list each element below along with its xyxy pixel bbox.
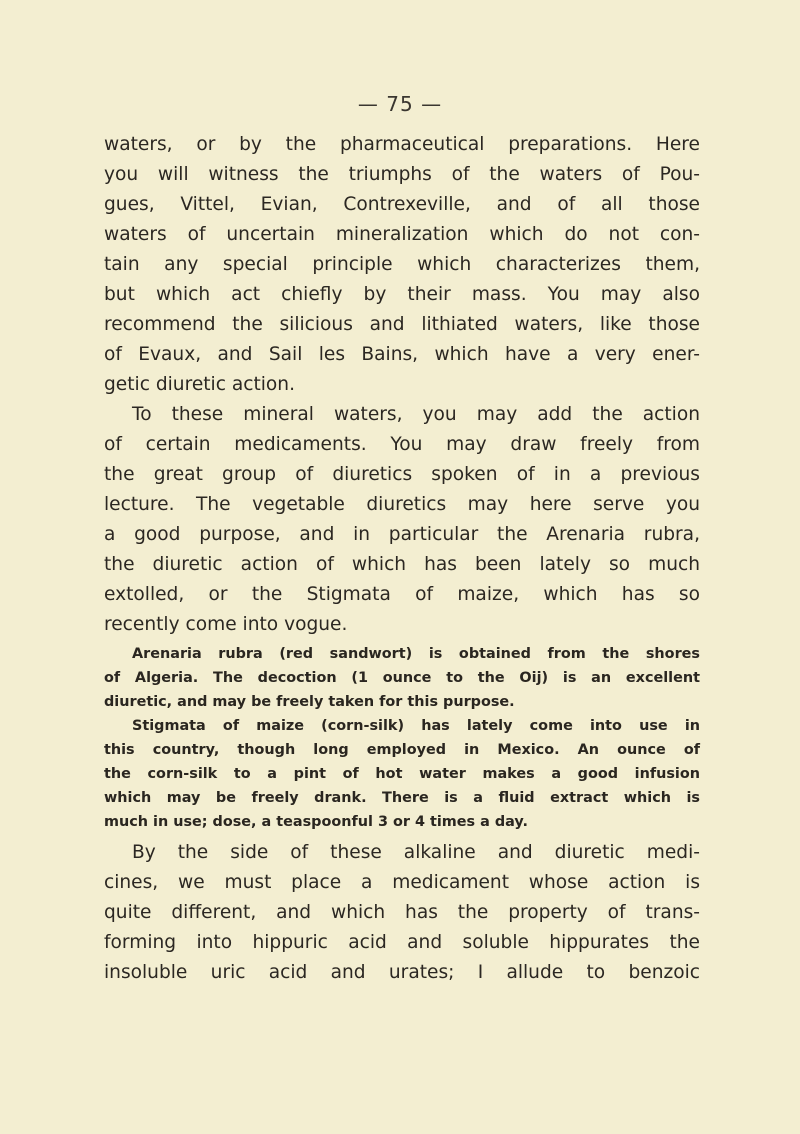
text-line: of Evaux, and Sail les Bains, which have a very ener- <box>104 344 700 365</box>
text-line: the great group of diuretics spoken of in a previous <box>104 464 700 485</box>
text-line: recommend the silicious and lithiated waters, like those <box>104 314 700 335</box>
page-body <box>104 130 700 988</box>
note-line: which may be freely drank. There is a fluid extract which is <box>104 790 700 806</box>
text-line: By the side of these alkaline and diuretic medi- <box>132 842 700 863</box>
text-line: tain any special principle which characterizes them, <box>104 254 700 275</box>
text-line: waters of uncertain mineralization which do not con- <box>104 224 700 245</box>
note-line: Stigmata of maize (corn-silk) has lately come into use in <box>132 718 700 734</box>
text-line: but which act chiefly by their mass. You may also <box>104 284 700 305</box>
text-line: extolled, or the Stigmata of maize, which has so <box>104 584 700 605</box>
paragraph-medicaments <box>104 400 700 640</box>
text-line: recently come into vogue. <box>104 614 348 635</box>
text-line: gues, Vittel, Evian, Contrexeville, and of all those <box>104 194 700 215</box>
note-stigmata-of-maize <box>104 714 700 834</box>
text-line: of certain medicaments. You may draw freely from <box>104 434 700 455</box>
note-line: Arenaria rubra (red sandwort) is obtained from the shores <box>132 646 700 662</box>
text-line: a good purpose, and in particular the Arenaria rubra, <box>104 524 700 545</box>
paragraph-benzoic-acid <box>104 838 700 988</box>
text-line: insoluble uric acid and urates; I allude to benzoic <box>104 962 700 983</box>
note-line: much in use; dose, a teaspoonful 3 or 4 times a day. <box>104 814 528 830</box>
text-line: quite different, and which has the property of trans- <box>104 902 700 923</box>
note-line: of Algeria. The decoction (1 ounce to the Oij) is an excellent <box>104 670 700 686</box>
text-line: the diuretic action of which has been lately so much <box>104 554 700 575</box>
note-line: the corn-silk to a pint of hot water makes a good infusion <box>104 766 700 782</box>
text-line: getic diuretic action. <box>104 374 295 395</box>
text-line: cines, we must place a medicament whose action is <box>104 872 700 893</box>
note-arenaria-rubra <box>104 642 700 714</box>
text-line: forming into hippuric acid and soluble hippurates the <box>104 932 700 953</box>
page-number: — 75 — <box>357 92 443 116</box>
note-line: diuretic, and may be freely taken for this purpose. <box>104 694 515 710</box>
text-line: To these mineral waters, you may add the action <box>132 404 700 425</box>
note-line: this country, though long employed in Mexico. An ounce of <box>104 742 700 758</box>
paragraph-mineral-waters <box>104 130 700 400</box>
text-line: you will witness the triumphs of the waters of Pou- <box>104 164 700 185</box>
text-line: waters, or by the pharmaceutical preparations. Here <box>104 134 700 155</box>
text-line: lecture. The vegetable diuretics may here serve you <box>104 494 700 515</box>
